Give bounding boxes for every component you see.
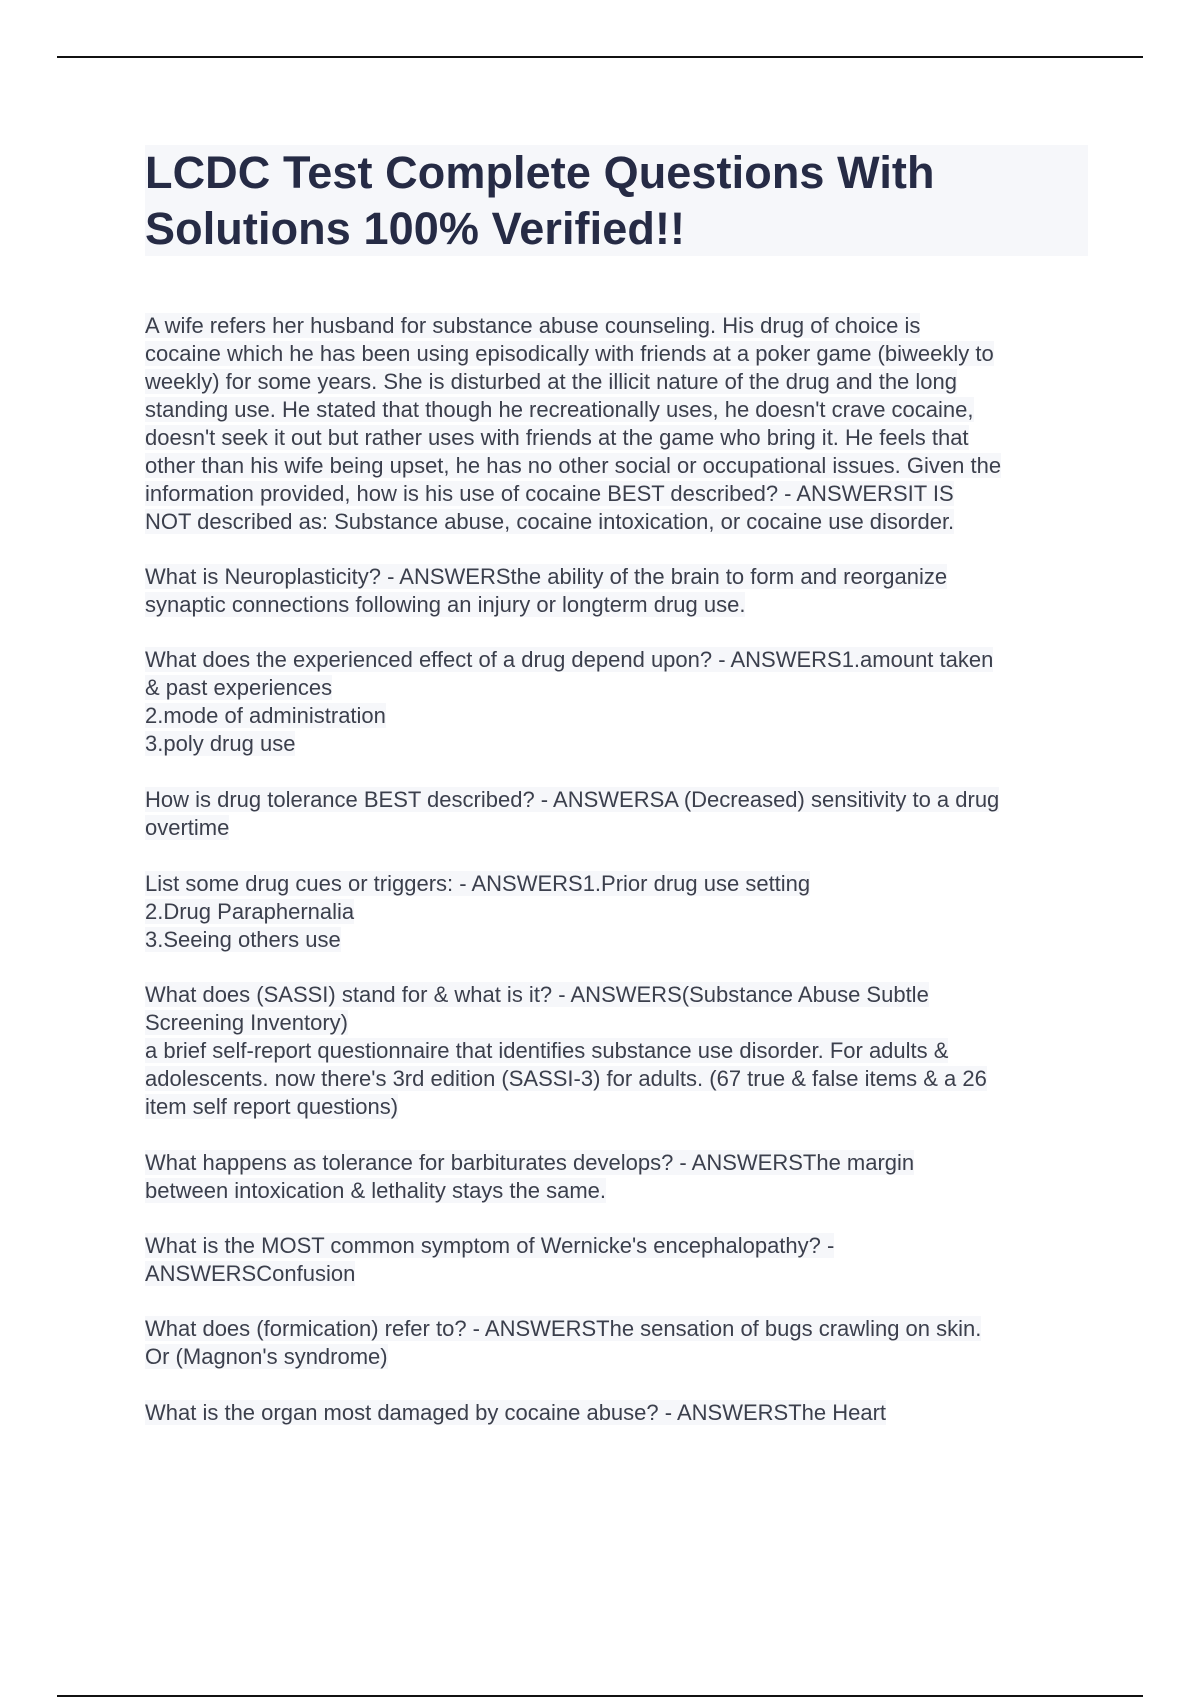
qa-line: NOT described as: Substance abuse, cocaine intoxication, or cocaine use disorder. xyxy=(145,509,955,534)
qa-line: 3.Seeing others use xyxy=(145,927,341,952)
qa-line: synaptic connections following an injury or longterm drug use. xyxy=(145,592,746,617)
qa-line: What does (formication) refer to? - ANSWERSThe sensation of bugs crawling on skin. xyxy=(145,1316,982,1341)
qa-line: a brief self-report questionnaire that identifies substance use disorder. For adults & xyxy=(145,1038,949,1063)
qa-line: Screening Inventory) xyxy=(145,1010,348,1035)
qa-item-3 xyxy=(145,646,1105,758)
qa-line: cocaine which he has been using episodically with friends at a poker game (biweekly to xyxy=(145,341,994,366)
qa-line: What does (SASSI) stand for & what is it? - ANSWERS(Substance Abuse Subtle xyxy=(145,982,929,1007)
top-rule xyxy=(57,56,1143,58)
qa-item-8 xyxy=(145,1232,1105,1288)
qa-line: What is the organ most damaged by cocaine abuse? - ANSWERSThe Heart xyxy=(145,1400,887,1425)
qa-line: List some drug cues or triggers: - ANSWERS1.Prior drug use setting xyxy=(145,871,811,896)
qa-item-2 xyxy=(145,563,1105,619)
qa-line: Or (Magnon's syndrome) xyxy=(145,1344,388,1369)
qa-line: overtime xyxy=(145,815,230,840)
qa-line: standing use. He stated that though he recreationally uses, he doesn't crave cocaine, xyxy=(145,397,974,422)
qa-line: weekly) for some years. She is disturbed at the illicit nature of the drug and the long xyxy=(145,369,957,394)
qa-line: 2.Drug Paraphernalia xyxy=(145,899,355,924)
qa-line: doesn't seek it out but rather uses with friends at the game who bring it. He feels that xyxy=(145,425,969,450)
qa-line: How is drug tolerance BEST described? - ANSWERSA (Decreased) sensitivity to a drug xyxy=(145,787,1000,812)
qa-item-5 xyxy=(145,870,1105,954)
qa-line: 3.poly drug use xyxy=(145,731,296,756)
qa-line: What does the experienced effect of a drug depend upon? - ANSWERS1.amount taken xyxy=(145,647,994,672)
qa-item-6 xyxy=(145,981,1105,1121)
qa-line: 2.mode of administration xyxy=(145,703,386,728)
qa-line: ANSWERSConfusion xyxy=(145,1261,356,1286)
qa-line: What is the MOST common symptom of Wernicke's encephalopathy? - xyxy=(145,1233,835,1258)
title-line: LCDC Test Complete Questions With xyxy=(145,147,935,198)
qa-line: information provided, how is his use of cocaine BEST described? - ANSWERSIT IS xyxy=(145,481,954,506)
qa-line: item self report questions) xyxy=(145,1094,399,1119)
qa-item-7 xyxy=(145,1149,1105,1205)
title-line: Solutions 100% Verified!! xyxy=(145,203,686,254)
bottom-rule xyxy=(57,1695,1143,1697)
qa-item-4 xyxy=(145,786,1105,842)
qa-line: What is Neuroplasticity? - ANSWERSthe ability of the brain to form and reorganize xyxy=(145,564,948,589)
qa-item-9 xyxy=(145,1315,1105,1371)
qa-line: What happens as tolerance for barbiturates develops? - ANSWERSThe margin xyxy=(145,1150,915,1175)
qa-item-1 xyxy=(145,312,1105,536)
qa-line: between intoxication & lethality stays the same. xyxy=(145,1178,607,1203)
qa-line: adolescents. now there's 3rd edition (SASSI-3) for adults. (67 true & false items & a 26 xyxy=(145,1066,987,1091)
qa-line: & past experiences xyxy=(145,675,333,700)
document-title xyxy=(145,145,1088,256)
qa-line: other than his wife being upset, he has no other social or occupational issues. Given the xyxy=(145,453,1002,478)
qa-item-10 xyxy=(145,1399,1105,1427)
qa-line: A wife refers her husband for substance abuse counseling. His drug of choice is xyxy=(145,313,921,338)
